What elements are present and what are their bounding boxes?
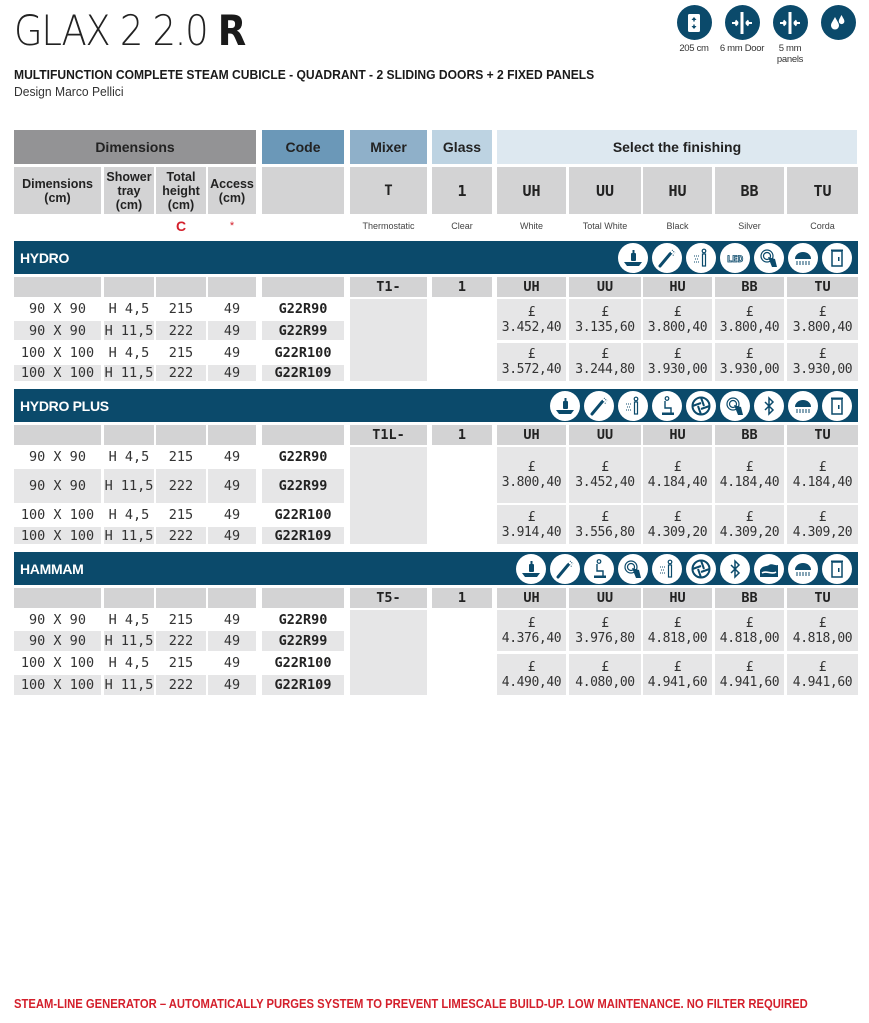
caption-finish-total-white: Total White (582, 221, 628, 231)
price-cell: £ 4.490,40 (497, 654, 566, 695)
price-cell: £ 4.818,00 (787, 610, 858, 651)
blank-cell (156, 277, 206, 297)
row-dim: 90 X 90 (29, 449, 86, 465)
row-tray: H 4,5 (108, 612, 150, 628)
caption-finish-silver: Silver (738, 221, 761, 231)
chromotherapy-icon (686, 391, 716, 421)
row-access: 49 (208, 675, 256, 695)
spec-icons (670, 5, 862, 65)
mixer-code-hydro: T1- (350, 277, 427, 297)
price-cell: £ 4.080,00 (569, 654, 641, 695)
price-cell: £ 3.800,40 (643, 299, 712, 340)
row-tray: H 11,5 (104, 365, 154, 381)
row-code: G22R90 (278, 301, 328, 317)
section-band-hydro-plus (14, 389, 858, 422)
panel-thickness-icon (773, 5, 808, 40)
price-cell: £ 4.818,00 (715, 610, 784, 651)
row-access: 49 (223, 345, 241, 361)
price-cell: £ 4.309,20 (787, 505, 858, 544)
price-cell: £ 4.376,40 (497, 610, 566, 651)
body-jets-icon (618, 391, 648, 421)
finish-code: TU (787, 277, 858, 297)
blank-cell (14, 588, 101, 608)
steam-generator-icon (822, 243, 852, 273)
row-height: 215 (168, 612, 194, 628)
finish-code: UU (569, 588, 641, 608)
blank-cell (104, 277, 154, 297)
price-cell: £ 3.556,80 (569, 505, 641, 544)
feature-icons-hydro (618, 241, 852, 274)
row-code: G22R109 (262, 675, 344, 695)
group-header-finishing: Select the finishing (497, 130, 857, 164)
price-cell: £ 4.184,40 (787, 447, 858, 503)
row-code: G22R100 (274, 507, 332, 523)
price-cell: £ 4.184,40 (643, 447, 712, 503)
row-access: 49 (208, 469, 256, 503)
group-header-mixer: Mixer (350, 130, 427, 164)
subheader-glass: 1 (432, 167, 492, 214)
body-jets-icon (686, 243, 716, 273)
price-cell: £ 3.135,60 (569, 299, 641, 340)
finish-code: UH (497, 588, 566, 608)
price-cell: £ 3.572,40 (497, 343, 566, 381)
caption-finish-black: Black (666, 221, 689, 231)
group-header-glass: Glass (432, 130, 492, 164)
finish-code: HU (643, 588, 712, 608)
soap-dispenser-icon (516, 554, 546, 584)
steam-generator-icon (822, 554, 852, 584)
price-cell: £ 3.800,40 (715, 299, 784, 340)
blank-cell (208, 588, 256, 608)
row-code: G22R100 (274, 655, 332, 671)
spec-height (670, 5, 718, 65)
row-tray: H 4,5 (108, 507, 150, 523)
touch-control-icon (618, 554, 648, 584)
section-title-hydro: HYDRO (20, 249, 70, 266)
section-band-hammam (14, 552, 858, 585)
blank-cell (104, 425, 154, 445)
row-access: 49 (208, 365, 256, 381)
row-tray: H 11,5 (104, 527, 154, 544)
mixer-span-cell (350, 299, 427, 381)
spec-water (814, 5, 862, 65)
caption-finish-corda: Corda (810, 221, 835, 231)
row-dim: 100 X 100 (14, 675, 101, 695)
touch-control-icon (720, 391, 750, 421)
row-dim: 100 X 100 (20, 507, 95, 523)
body-jets-icon (652, 554, 682, 584)
price-cell: £ 3.930,00 (715, 343, 784, 381)
row-dim: 100 X 100 (20, 655, 95, 671)
blank-cell (262, 277, 344, 297)
price-cell: £ 4.941,60 (787, 654, 858, 695)
glass-code-hammam: 1 (432, 588, 492, 608)
finish-code: UU (569, 277, 641, 297)
finish-code: TU (787, 425, 858, 445)
row-code: G22R100 (274, 345, 332, 361)
price-cell: £ 3.976,80 (569, 610, 641, 651)
seat-icon (584, 554, 614, 584)
price-cell: £ 3.452,40 (569, 447, 641, 503)
product-subtitle: MULTIFUNCTION COMPLETE STEAM CUBICLE - QUADRANT - 2 SLIDING DOORS + 2 FIXED PANELS (14, 67, 595, 82)
rain-shower-icon (788, 391, 818, 421)
row-code: G22R99 (262, 631, 344, 651)
row-tray: H 11,5 (104, 633, 154, 649)
subheader-finish-uu: UU (569, 167, 641, 214)
blank-cell (262, 425, 344, 445)
title-bold: R (217, 6, 245, 55)
finish-code: BB (715, 277, 784, 297)
finish-code: UU (569, 425, 641, 445)
subheader-mixer: T (350, 167, 427, 214)
section-band-hydro (14, 241, 858, 274)
glass-code-hydro: 1 (432, 277, 492, 297)
spec-door-label: 6 mm Door (719, 43, 765, 54)
finish-code: BB (715, 425, 784, 445)
row-height: 222 (156, 321, 206, 340)
subheader-code (262, 167, 344, 214)
row-dim: 100 X 100 (14, 527, 101, 544)
row-height: 222 (156, 527, 206, 544)
title-light: GLAX 2 2.0 (14, 6, 218, 55)
aromatherapy-icon (754, 554, 784, 584)
hand-shower-icon (652, 243, 682, 273)
height-arrows-icon (677, 5, 712, 40)
price-cell: £ 3.914,40 (497, 505, 566, 544)
row-access: 49 (223, 655, 241, 671)
row-tray: H 4,5 (108, 345, 150, 361)
steam-generator-icon (822, 391, 852, 421)
row-access: 49 (208, 631, 256, 651)
bluetooth-icon (720, 554, 750, 584)
row-dim: 90 X 90 (29, 301, 86, 317)
spec-panels-label: 5 mm panels (776, 43, 804, 65)
row-tray: H 11,5 (104, 469, 154, 503)
hand-shower-icon (550, 554, 580, 584)
row-access: 49 (223, 612, 241, 628)
row-height: 222 (156, 631, 206, 651)
section-title-hammam: HAMMAM (20, 560, 84, 577)
mixer-span-cell (350, 447, 427, 544)
row-dim: 90 X 90 (14, 469, 101, 503)
chromotherapy-icon (686, 554, 716, 584)
total-height-mark: C (175, 218, 187, 234)
subheader-finish-bb: BB (715, 167, 784, 214)
row-access: 49 (223, 449, 241, 465)
blank-cell (156, 588, 206, 608)
soap-dispenser-icon (618, 243, 648, 273)
subheader-access: Access (cm) (208, 167, 256, 214)
finish-code: HU (643, 277, 712, 297)
row-dim: 100 X 100 (20, 345, 95, 361)
price-cell: £ 4.941,60 (715, 654, 784, 695)
row-tray: H 4,5 (108, 655, 150, 671)
caption-finish-white: White (519, 221, 543, 231)
row-height: 222 (156, 675, 206, 695)
price-cell: £ 4.309,20 (643, 505, 712, 544)
glass-code-hydro-plus: 1 (432, 425, 492, 445)
hand-shower-icon (584, 391, 614, 421)
subheader-dimensions: Dimensions (cm) (14, 167, 101, 214)
door-thickness-icon (725, 5, 760, 40)
price-cell: £ 4.309,20 (715, 505, 784, 544)
price-cell: £ 3.930,00 (787, 343, 858, 381)
row-height: 215 (168, 449, 194, 465)
price-cell: £ 3.452,40 (497, 299, 566, 340)
row-code: G22R99 (262, 469, 344, 503)
caption-glass: Clear (451, 221, 473, 231)
row-code: G22R90 (278, 612, 328, 628)
blank-cell (208, 425, 256, 445)
row-height: 222 (156, 365, 206, 381)
water-drops-icon (821, 5, 856, 40)
row-height: 222 (156, 469, 206, 503)
rain-shower-icon (788, 554, 818, 584)
price-cell: £ 4.184,40 (715, 447, 784, 503)
subheader-finish-tu: TU (787, 167, 858, 214)
price-cell: £ 3.800,40 (787, 299, 858, 340)
row-tray: H 4,5 (108, 449, 150, 465)
row-dim: 100 X 100 (14, 365, 101, 381)
subheader-finish-hu: HU (643, 167, 712, 214)
spec-panels (766, 5, 814, 65)
finish-code: HU (643, 425, 712, 445)
row-code: G22R109 (262, 527, 344, 544)
access-mark: * (229, 220, 235, 232)
blank-cell (156, 425, 206, 445)
feature-icons-hammam (516, 552, 852, 585)
touch-control-icon (754, 243, 784, 273)
row-access: 49 (223, 301, 241, 317)
subheader-shower-tray: Shower tray (cm) (104, 167, 154, 214)
feature-icons-hydro-plus (550, 389, 852, 422)
spec-height-label: 205 cm (679, 43, 709, 54)
group-header-code: Code (262, 130, 344, 164)
row-access: 49 (208, 321, 256, 340)
row-dim: 90 X 90 (29, 612, 86, 628)
blank-cell (208, 277, 256, 297)
blank-cell (104, 588, 154, 608)
blank-cell (14, 425, 101, 445)
footer-note: STEAM-LINE GENERATOR – AUTOMATICALLY PURGES SYSTEM TO PREVENT LIMESCALE BUILD-UP. LOW MAINTENANCE. NO FILTER REQUIRED (14, 997, 808, 1011)
price-cell: £ 3.930,00 (643, 343, 712, 381)
led-icon (720, 243, 750, 273)
blank-cell (262, 588, 344, 608)
designer-credit: Design Marco Pellici (14, 84, 124, 99)
row-access: 49 (208, 527, 256, 544)
price-cell: £ 4.941,60 (643, 654, 712, 695)
rain-shower-icon (788, 243, 818, 273)
product-title (14, 6, 245, 55)
caption-mixer: Thermostatic (362, 221, 415, 231)
row-code: G22R99 (262, 321, 344, 340)
row-height: 215 (168, 301, 194, 317)
row-dim: 90 X 90 (14, 321, 101, 340)
subheader-finish-uh: UH (497, 167, 566, 214)
finish-code: BB (715, 588, 784, 608)
row-height: 215 (168, 345, 194, 361)
row-height: 215 (168, 507, 194, 523)
row-height: 215 (168, 655, 194, 671)
row-tray: H 4,5 (108, 301, 150, 317)
bluetooth-icon (754, 391, 784, 421)
soap-dispenser-icon (550, 391, 580, 421)
row-tray: H 11,5 (104, 322, 154, 339)
row-access: 49 (223, 507, 241, 523)
mixer-code-hammam: T5- (350, 588, 427, 608)
section-title-hydro-plus: HYDRO PLUS (20, 397, 109, 414)
spec-door (718, 5, 766, 65)
finish-code: UH (497, 277, 566, 297)
mixer-span-cell (350, 610, 427, 695)
row-code: G22R90 (278, 449, 328, 465)
row-code: G22R109 (262, 365, 344, 381)
price-cell: £ 3.800,40 (497, 447, 566, 503)
mixer-code-hydro-plus: T1L- (350, 425, 427, 445)
finish-code: UH (497, 425, 566, 445)
row-tray: H 11,5 (104, 677, 154, 693)
finish-code: TU (787, 588, 858, 608)
seat-icon (652, 391, 682, 421)
price-cell: £ 3.244,80 (569, 343, 641, 381)
subheader-total-height: Total height (cm) (156, 167, 206, 214)
row-dim: 90 X 90 (14, 631, 101, 651)
price-cell: £ 4.818,00 (643, 610, 712, 651)
blank-cell (14, 277, 101, 297)
group-header-dimensions: Dimensions (14, 130, 256, 164)
